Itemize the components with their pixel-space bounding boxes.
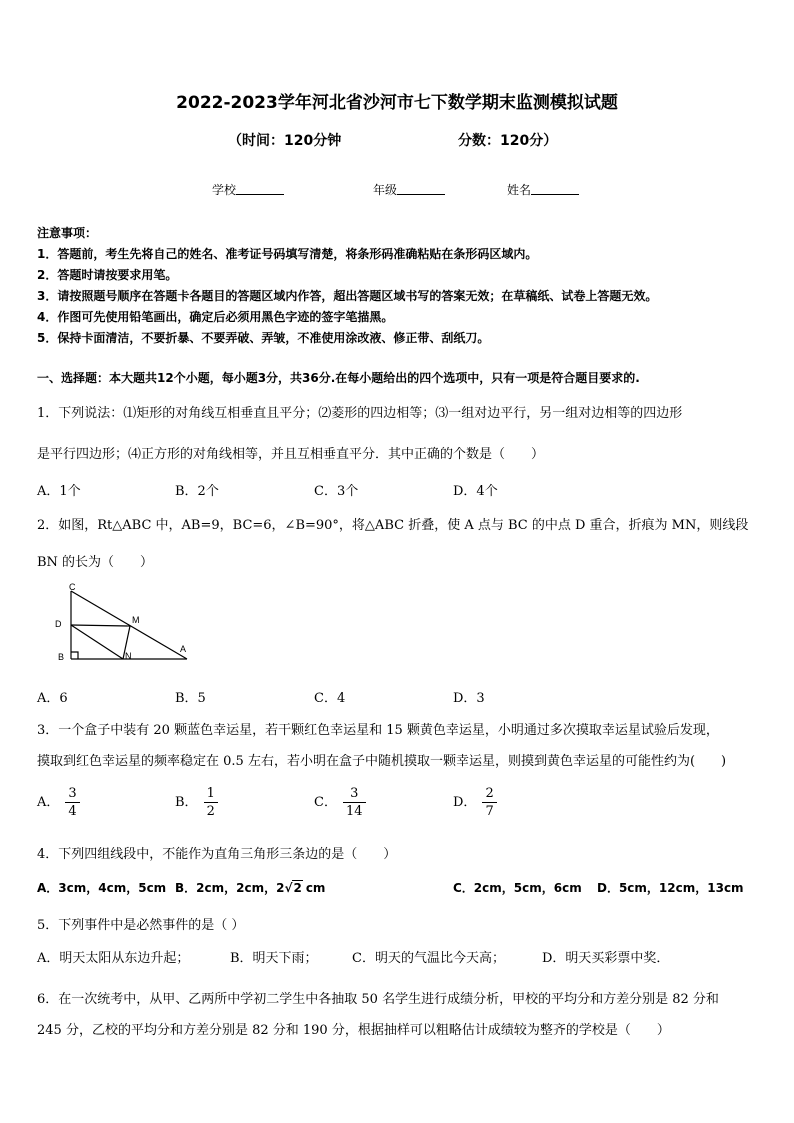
q3-option-a: A． $\frac{3}{4}$ bbox=[37, 785, 80, 820]
segment-dn bbox=[71, 625, 123, 659]
question-6-line2: 245 分，乙校的平均分和方差分别是 82 分和 190 分，根据抽样可以粗略估计成绩较为整齐的学校是（ ） bbox=[37, 1023, 670, 1038]
grade-blank bbox=[397, 182, 445, 195]
q4-option-b: B．2cm，2cm，2√2 cm bbox=[175, 881, 326, 895]
section-heading: 一、选择题：本大题共12个小题，每小题3分，共36分.在每小题给出的四个选项中，只有一项是符合题目要求的. bbox=[37, 371, 640, 385]
question-2-line1: 2．如图，Rt△ABC 中，AB=9，BC=6，∠B=90°，将△ABC 折叠，使 A 点与 BC 的中点 D 重合，折痕为 MN，则线段 bbox=[37, 518, 749, 533]
q2-option-d: D．3 bbox=[453, 691, 485, 706]
fraction: $\frac{2}{7}$ bbox=[482, 785, 496, 820]
q5-option-c: C．明天的气温比今天高； bbox=[352, 951, 505, 966]
label-a: A bbox=[180, 644, 187, 654]
q3-option-b: B． $\frac{1}{2}$ bbox=[175, 785, 218, 820]
note-item: 2．答题时请按要求用笔。 bbox=[37, 268, 178, 282]
question-3-line1: 3．一个盒子中装有 20 颗蓝色幸运星，若干颗红色幸运星和 15 颗黄色幸运星，小明通过多次摸取幸运星试验后发现， bbox=[37, 723, 719, 738]
sqrt: √2 bbox=[284, 881, 302, 895]
q2-option-a: A．6 bbox=[37, 691, 68, 706]
q1-option-a: A．1个 bbox=[37, 484, 81, 499]
question-5-line1: 5．下列事件中是必然事件的是（ ） bbox=[37, 918, 245, 933]
q2-option-c: C．4 bbox=[314, 691, 346, 706]
q1-option-c: C．3个 bbox=[314, 484, 359, 499]
question-1-line1: 1．下列说法：⑴矩形的对角线互相垂直且平分；⑵菱形的四边相等；⑶一组对边平行，另一组对边相等的四边形 bbox=[37, 406, 683, 421]
q4-option-d: D．5cm，12cm，13cm bbox=[597, 881, 744, 895]
name-blank bbox=[531, 182, 579, 195]
name-field bbox=[507, 181, 579, 198]
question-1-line2: 是平行四边形；⑷正方形的对角线相等，并且互相垂直平分．其中正确的个数是（ ） bbox=[37, 447, 545, 462]
fraction: $\frac{3}{4}$ bbox=[65, 785, 79, 820]
school-field bbox=[212, 181, 284, 198]
q5-option-a: A．明天太阳从东边升起； bbox=[37, 951, 190, 966]
segment-dm bbox=[71, 625, 130, 626]
q5-option-b: B．明天下雨； bbox=[230, 951, 318, 966]
fraction: $\frac{1}{2}$ bbox=[204, 785, 218, 820]
grade-field bbox=[373, 181, 445, 198]
q1-option-b: B．2个 bbox=[175, 484, 219, 499]
note-item: 5．保持卡面清洁，不要折暴、不要弄破、弄皱，不准使用涂改液、修正带、刮纸刀。 bbox=[37, 331, 490, 345]
notes-heading: 注意事项： bbox=[37, 226, 98, 240]
note-item: 1．答题前，考生先将自己的姓名、准考证号码填写清楚，将条形码准确粘贴在条形码区域内。 bbox=[37, 247, 538, 261]
q3-option-d: D． $\frac{2}{7}$ bbox=[453, 785, 497, 820]
q3-option-c: C． $\frac{3}{14}$ bbox=[314, 785, 366, 820]
label-b: B bbox=[58, 652, 65, 662]
note-item: 4．作图可先使用铅笔画出，确定后必须用黑色字迹的签字笔描黑。 bbox=[37, 310, 394, 324]
school-label: 学校 bbox=[212, 183, 237, 197]
triangle-figure bbox=[50, 580, 200, 666]
grade-label: 年级 bbox=[373, 183, 398, 197]
name-label: 姓名 bbox=[507, 183, 532, 197]
label-c: C bbox=[69, 582, 76, 592]
q4-option-c: C．2cm，5cm，6cm bbox=[453, 881, 582, 895]
q2-option-b: B．5 bbox=[175, 691, 206, 706]
question-4-line1: 4．下列四组线段中，不能作为直角三角形三条边的是（ ） bbox=[37, 847, 397, 862]
fraction: $\frac{3}{14}$ bbox=[343, 785, 366, 820]
label-n: N bbox=[125, 651, 132, 661]
q5-option-d: D．明天买彩票中奖． bbox=[542, 951, 670, 966]
question-2-line2: BN 的长为（ ） bbox=[37, 555, 154, 570]
label-d: D bbox=[55, 619, 62, 629]
question-3-line2: 摸取到红色幸运星的频率稳定在 0.5 左右，若小明在盒子中随机摸取一颗幸运星，则摸到黄色幸运星的可能性约为( ) bbox=[37, 754, 727, 769]
question-6-line1: 6．在一次统考中，从甲、乙两所中学初二学生中各抽取 50 名学生进行成绩分析，甲校的平均分和方差分别是 82 分和 bbox=[37, 992, 719, 1007]
exam-score: 分数：120分） bbox=[458, 133, 558, 149]
note-item: 3．请按照题号顺序在答题卡各题目的答题区域内作答，超出答题区域书写的答案无效；在草稿纸、试卷上答题无效。 bbox=[37, 289, 658, 303]
exam-time: （时间：120分钟 bbox=[228, 133, 342, 149]
q4-option-a: A．3cm，4cm，5cm bbox=[37, 881, 167, 895]
school-blank bbox=[236, 182, 284, 195]
q1-option-d: D．4个 bbox=[453, 484, 498, 499]
label-m: M bbox=[132, 615, 140, 625]
exam-title: 2022-2023学年河北省沙河市七下数学期末监测模拟试题 bbox=[176, 93, 618, 113]
right-angle-mark bbox=[71, 652, 78, 659]
